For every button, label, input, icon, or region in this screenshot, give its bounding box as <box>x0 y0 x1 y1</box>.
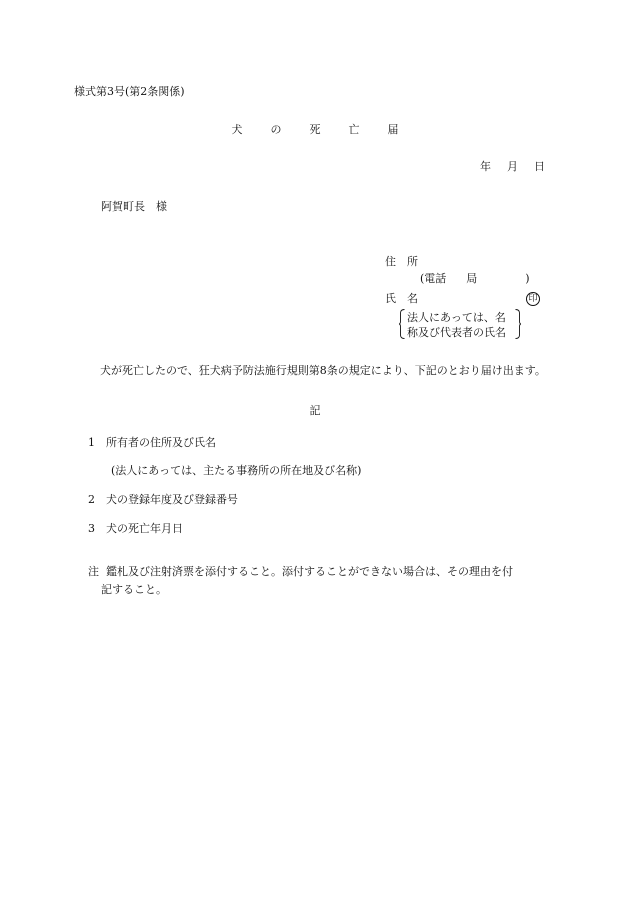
date-day: 日 <box>534 160 545 173</box>
phone-open: (電話 <box>420 272 447 285</box>
item-number: 3 <box>88 522 95 535</box>
date-line <box>480 161 545 174</box>
title-char: 犬 <box>231 123 243 136</box>
document-title <box>0 124 630 137</box>
footnote <box>88 563 558 599</box>
date-month: 月 <box>507 160 518 173</box>
title-char: の <box>270 123 282 136</box>
corporation-note-line: 法人にあっては、名 <box>407 311 506 324</box>
title-char: 死 <box>309 123 321 136</box>
item-text: 所有者の住所及び氏名 <box>106 436 216 449</box>
item-note: (法人にあっては、主たる事務所の所在地及び名称) <box>111 464 362 477</box>
addressee: 阿賀町長 様 <box>101 200 167 213</box>
note-text: 鑑札及び注射済票を添付すること。添付することができない場合は、その理由を付 <box>106 565 513 578</box>
list-item <box>88 494 238 507</box>
list-item <box>88 437 216 450</box>
item-text: 犬の死亡年月日 <box>106 522 183 535</box>
note-label: 注 <box>88 565 99 578</box>
ki-heading: 記 <box>309 404 321 417</box>
list-item <box>88 523 183 536</box>
right-bracket <box>515 309 521 339</box>
note-text: 記すること。 <box>101 583 167 596</box>
date-year: 年 <box>480 160 491 173</box>
phone-line <box>420 273 530 286</box>
body-text: 犬が死亡したので、狂犬病予防法施行規則第8条の規定により、下記のとおり届け出ます。 <box>100 364 546 377</box>
item-number: 2 <box>88 493 95 506</box>
corporation-note-line: 称及び代表者の氏名 <box>407 326 506 339</box>
name-label: 氏 名 <box>385 292 418 305</box>
phone-station: 局 <box>466 272 478 285</box>
item-number: 1 <box>88 436 95 449</box>
address-label: 住 所 <box>385 255 418 268</box>
item-text: 犬の登録年度及び登録番号 <box>106 493 238 506</box>
seal-mark: 印 <box>526 292 540 306</box>
form-number: 様式第3号(第2条関係) <box>74 85 185 98</box>
phone-close: ) <box>525 272 530 285</box>
corporation-note <box>399 309 521 339</box>
left-bracket <box>399 309 405 339</box>
title-char: 届 <box>387 123 399 136</box>
title-char: 亡 <box>348 123 360 136</box>
